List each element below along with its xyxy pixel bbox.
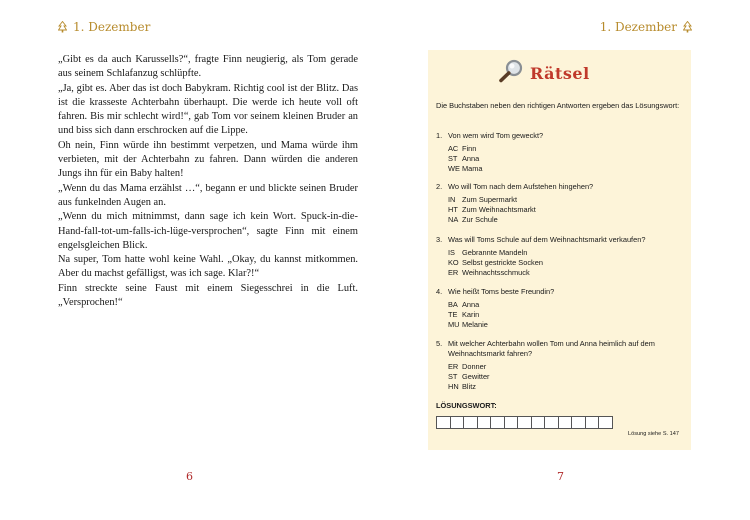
answer-option bbox=[448, 164, 681, 174]
header-right-title: 1. Dezember bbox=[599, 20, 677, 34]
answer-text: Melanie bbox=[462, 320, 488, 330]
answer-text: Donner bbox=[462, 362, 487, 371]
solution-boxes bbox=[436, 416, 612, 429]
answer-code: HN bbox=[448, 382, 459, 392]
answer-option bbox=[448, 258, 681, 268]
answer-option bbox=[448, 195, 681, 205]
answer-option bbox=[448, 268, 681, 278]
question-text: Von wem wird Tom geweckt? bbox=[448, 131, 544, 140]
answer-code: NA bbox=[448, 215, 459, 225]
answer-option bbox=[448, 300, 681, 310]
answer-text: Gewitter bbox=[462, 372, 490, 382]
answer-text: Zum Supermarkt bbox=[462, 195, 518, 204]
solution-reference: Lösung siehe S. 147 bbox=[627, 431, 679, 437]
page-number-left: 6 bbox=[186, 470, 193, 483]
answer-text: Gebrannte Mandeln bbox=[462, 248, 528, 257]
answer-option bbox=[448, 215, 681, 225]
story-paragraph: Oh nein, Finn würde ihn bestimmt verpetzen, und Mama würde ihm verbieten, mit der Achterbahn zu fahren. Dann würden die anderen Jungs ihn für ein Baby halten! bbox=[58, 139, 358, 180]
solution-letter-box[interactable] bbox=[490, 416, 505, 429]
story-paragraph: „Ja, gibt es. Aber das ist doch Babykram. Richtig cool ist der Blitz. Das ist die krasseste Achterbahn überhaupt. Die werde ich heute voll oft fahren. Bis mir schlecht wird!“, gab Tom vor seinem kleinen Bruder an und biss sich dann erschrocken auf die Lippe. bbox=[58, 82, 358, 137]
answer-text: Weihnachtsschmuck bbox=[462, 268, 530, 278]
answer-code: ST bbox=[448, 154, 458, 164]
header-right bbox=[600, 20, 692, 34]
answer-option bbox=[448, 372, 681, 382]
answer-code: HT bbox=[448, 205, 458, 215]
question-text: Wie heißt Toms beste Freundin? bbox=[448, 287, 555, 296]
question-number: 4. bbox=[436, 287, 443, 296]
solution-letter-box[interactable] bbox=[450, 416, 465, 429]
question-number: 2. bbox=[436, 182, 443, 191]
solution-letter-box[interactable] bbox=[463, 416, 478, 429]
story-paragraph: „Wenn du das Mama erzählst …“, begann er und blickte seinen Bruder aus funkelnden Augen an. bbox=[58, 182, 358, 208]
solution-letter-box[interactable] bbox=[517, 416, 532, 429]
solution-letter-box[interactable] bbox=[571, 416, 586, 429]
answer-code: WE bbox=[448, 164, 460, 174]
answer-text: Zur Schule bbox=[462, 215, 498, 225]
answer-code: ER bbox=[448, 268, 459, 278]
answer-option bbox=[448, 310, 681, 320]
answer-code: MU bbox=[448, 320, 460, 330]
header-left-title: 1. Dezember bbox=[73, 20, 151, 34]
question-text: Was will Toms Schule auf dem Weihnachtsmarkt verkaufen? bbox=[448, 235, 646, 244]
answer-option bbox=[448, 205, 681, 215]
answer-code: KO bbox=[448, 258, 459, 268]
tree-icon bbox=[58, 21, 67, 33]
question-1 bbox=[436, 131, 681, 175]
answer-code: ER bbox=[448, 362, 459, 371]
answer-text: Selbst gestrickte Socken bbox=[462, 258, 543, 268]
solution-letter-box[interactable] bbox=[558, 416, 573, 429]
question-number: 5. bbox=[436, 339, 443, 348]
answer-option bbox=[448, 144, 681, 154]
answer-text: Mama bbox=[462, 164, 483, 174]
solution-letter-box[interactable] bbox=[598, 416, 613, 429]
answer-text: Anna bbox=[462, 300, 480, 309]
answer-code: TE bbox=[448, 310, 458, 320]
answer-code: AC bbox=[448, 144, 459, 153]
question-text: Wo will Tom nach dem Aufstehen hingehen? bbox=[448, 182, 594, 191]
raetsel-title: Rätsel bbox=[530, 64, 590, 83]
story-paragraph: „Gibt es da auch Karussells?“, fragte Finn neugierig, als Tom gerade aus seinem Schlafanzug schlüpfte. bbox=[58, 54, 358, 80]
question-number: 3. bbox=[436, 235, 443, 244]
answer-text: Anna bbox=[462, 154, 480, 164]
answer-text: Zum Weihnachtsmarkt bbox=[462, 205, 536, 215]
header-left bbox=[58, 20, 150, 34]
story-paragraph: Na super, Tom hatte wohl keine Wahl. „Okay, du kannst mitkommen. Aber du machst gefälligst, was ich sage. Klar?!“ bbox=[58, 254, 358, 280]
solution-label: LÖSUNGSWORT: bbox=[436, 401, 497, 410]
story-text bbox=[58, 53, 358, 310]
magnifier-icon bbox=[498, 59, 524, 88]
tree-icon bbox=[683, 21, 692, 33]
answer-option bbox=[448, 382, 681, 392]
answer-option bbox=[448, 154, 681, 164]
answer-option bbox=[448, 320, 681, 330]
answer-text: Karin bbox=[462, 310, 480, 320]
answer-code: ST bbox=[448, 372, 458, 382]
solution-letter-box[interactable] bbox=[436, 416, 451, 429]
solution-letter-box[interactable] bbox=[585, 416, 600, 429]
story-paragraph: Finn streckte seine Faust mit einem Siegesschrei in die Luft. „Versprochen!“ bbox=[58, 282, 358, 309]
answer-code: BA bbox=[448, 300, 458, 309]
raetsel-header bbox=[498, 59, 590, 88]
answer-text: Finn bbox=[462, 144, 477, 153]
page-number-right: 7 bbox=[557, 470, 564, 483]
raetsel-box bbox=[428, 50, 691, 450]
story-paragraph: „Wenn du mich mitnimmst, dann sage ich kein Wort. Spuck-in-die-Hand-fall-tot-um-falls-ich-lüge-versprochen“, sagte Finn mit einem engelsgleichen Blick. bbox=[58, 211, 358, 251]
question-2 bbox=[436, 182, 681, 226]
question-number: 1. bbox=[436, 131, 443, 140]
question-3 bbox=[436, 235, 681, 279]
answer-code: IN bbox=[448, 195, 456, 204]
answer-option bbox=[448, 248, 681, 258]
answer-option bbox=[448, 362, 681, 372]
answer-text: Blitz bbox=[462, 382, 476, 392]
question-4 bbox=[436, 287, 681, 331]
raetsel-intro: Die Buchstaben neben den richtigen Antworten ergeben das Lösungswort: bbox=[436, 101, 680, 110]
solution-letter-box[interactable] bbox=[504, 416, 519, 429]
answer-code: IS bbox=[448, 248, 455, 257]
solution-letter-box[interactable] bbox=[531, 416, 546, 429]
question-5 bbox=[436, 339, 681, 393]
solution-letter-box[interactable] bbox=[477, 416, 492, 429]
question-text: Mit welcher Achterbahn wollen Tom und Anna heimlich auf dem Weihnachtsmarkt fahren? bbox=[448, 339, 655, 358]
solution-letter-box[interactable] bbox=[544, 416, 559, 429]
